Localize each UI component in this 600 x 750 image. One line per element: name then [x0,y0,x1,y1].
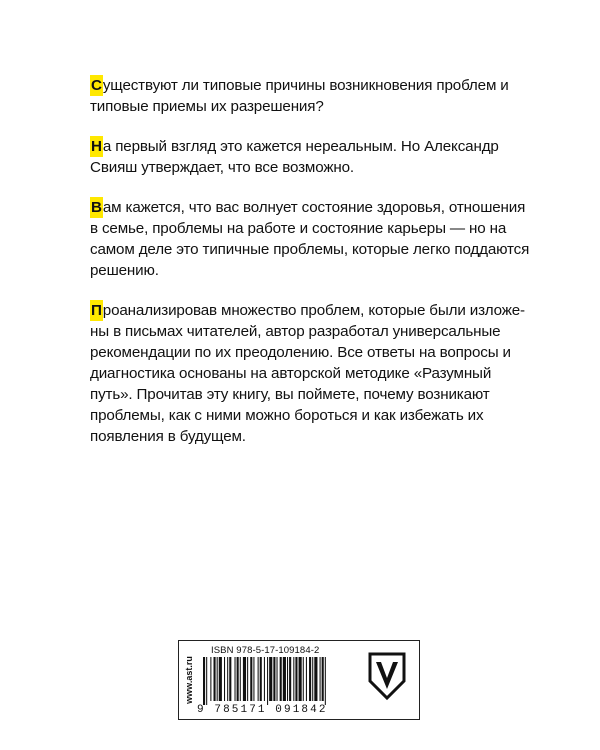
paragraph-line: проблемы, как с ними можно бороться и как избежать их [90,407,484,424]
paragraph-line: в семье, проблемы на работе и состояние карьеры — но на [90,220,507,237]
paragraph-line: типовые приемы их разрешения? [90,98,324,115]
paragraph-line: путь». Прочитав эту книгу, вы поймете, почему возникают [90,386,490,403]
dropcap: С [91,77,102,94]
website-label [181,643,197,717]
paragraph-4 [90,300,530,447]
paragraph-2 [90,136,530,178]
barcode-icon [201,657,361,705]
paragraph-text: уществуют ли типовые причины возникновения проблем и [102,77,509,94]
paragraph-line: ны в письмах читателей, автор разработал универсальные [90,323,501,340]
paragraph-line: рекомендации по их преодолению. Все ответы на вопросы и [90,344,511,361]
paragraph-line: решению. [90,262,159,279]
paragraph-line [90,136,530,157]
paragraph-1 [90,75,530,117]
barcode-panel [178,640,420,720]
paragraph-line: самом деле это типичные проблемы, которые легко поддаются [90,241,530,258]
paragraph-text: ам кажется, что вас волнует состояние здоровья, отношения [102,199,526,216]
paragraph-text: роанализировав множество проблем, которые были изложе- [102,302,525,319]
dropcap: В [91,199,102,216]
paragraph-line: появления в будущем. [90,428,246,445]
paragraph-3 [90,197,530,281]
paragraph-line [90,300,530,321]
paragraph-line: диагностика основаны на авторской методике «Разумный [90,365,492,382]
paragraph-line: Свияш утверждает, что все возможно. [90,159,354,176]
isbn-label: ISBN 978-5-17-109184-2 [211,645,320,656]
paragraph-line [90,75,530,96]
dropcap: П [91,302,102,319]
paragraph-line [90,197,530,218]
website-text: www.ast.ru [184,656,194,704]
publisher-logo-icon [367,651,407,701]
paragraph-text: а первый взгляд это кажется нереальным. Но Александр [102,138,499,155]
dropcap: Н [91,138,102,155]
ean-number: 9 785171 091842 [197,704,328,716]
